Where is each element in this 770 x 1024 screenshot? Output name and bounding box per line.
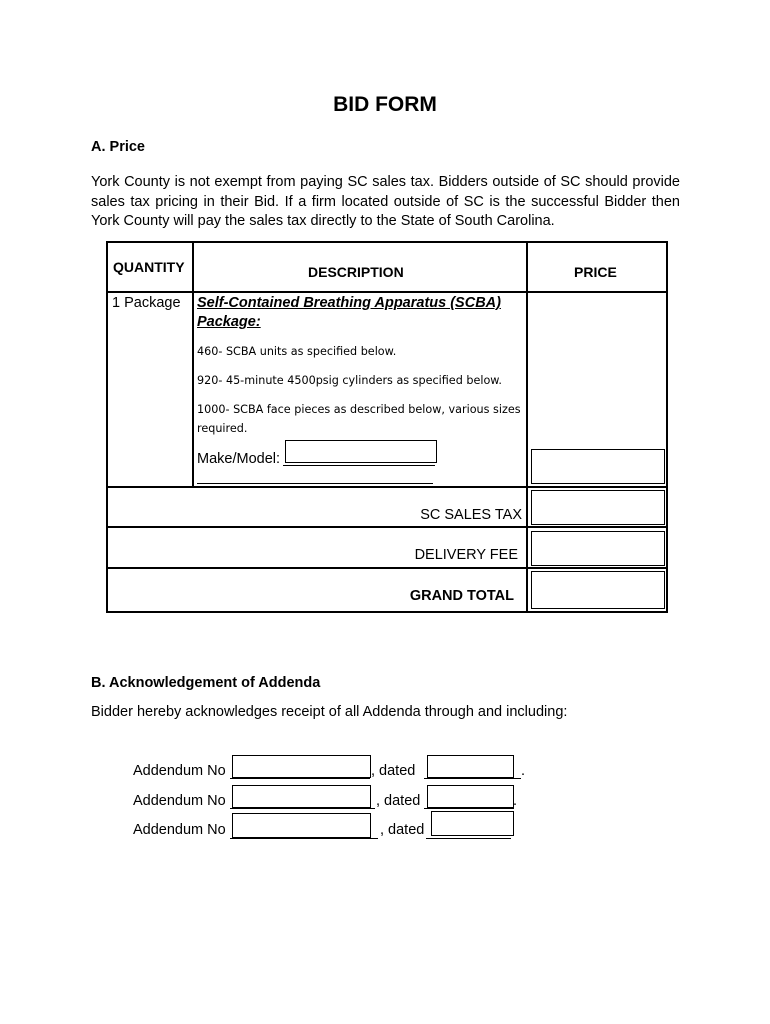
page-title: BID FORM: [333, 93, 437, 116]
addendum-date-input-1[interactable]: [427, 755, 514, 778]
section-b-intro: Bidder hereby acknowledges receipt of all Addenda through and including:: [91, 704, 568, 720]
addendum-number-input-1[interactable]: [232, 755, 371, 778]
addendum-end-1: .: [521, 763, 526, 779]
price-table: [106, 241, 668, 613]
make-model-input[interactable]: [285, 440, 437, 463]
addendum-date-underline-3: [426, 838, 511, 839]
table-row-divider-1: [108, 486, 666, 488]
addendum-dated-label-2: , dated: [376, 793, 421, 809]
table-divider-quantity: [192, 243, 194, 486]
sales-tax-label: SC SALES TAX: [420, 507, 522, 523]
delivery-fee-input[interactable]: [531, 531, 665, 566]
addendum-end-2: .: [513, 793, 518, 809]
table-divider-price: [526, 243, 528, 611]
table-row-divider-2: [108, 526, 666, 528]
description-bottom-rule: [197, 483, 433, 484]
addendum-date-underline-2: [424, 808, 514, 809]
addendum-number-underline-3: [230, 838, 378, 839]
header-description: DESCRIPTION: [308, 264, 404, 280]
grand-total-label: GRAND TOTAL: [409, 588, 514, 604]
grand-total-input[interactable]: [531, 571, 665, 609]
addendum-date-input-2[interactable]: [427, 785, 514, 808]
addendum-dated-label-3: , dated: [380, 822, 425, 838]
addendum-label-1: Addendum No: [133, 763, 226, 779]
row-item-cylinders: 920- 45-minute 4500psig cylinders as specified below.: [197, 374, 502, 387]
row-description-title-1: Self-Contained Breathing Apparatus (SCBA): [197, 295, 501, 311]
header-quantity: QUANTITY: [113, 259, 185, 275]
header-price: PRICE: [574, 264, 617, 280]
row-item-face-pieces-2: required.: [197, 422, 248, 435]
row-item-scba-units: 460- SCBA units as specified below.: [197, 345, 397, 358]
section-a-heading: A. Price: [91, 139, 145, 155]
table-header-divider: [108, 291, 666, 293]
sales-tax-input[interactable]: [531, 490, 665, 525]
delivery-fee-label: DELIVERY FEE: [414, 547, 518, 563]
row-description-title-2: Package:: [197, 314, 261, 330]
section-b-heading: B. Acknowledgement of Addenda: [91, 675, 321, 691]
section-a-paragraph: York County is not exempt from paying SC sales tax. Bidders outside of SC should provide sales tax pricing in their Bid. If a firm located outside of SC is the successful Bidder then York County will pay the sales tax directly to the State of South Carolina.: [91, 174, 680, 229]
row-item-face-pieces-1: 1000- SCBA face pieces as described below, various sizes: [197, 403, 521, 416]
table-row-divider-3: [108, 567, 666, 569]
addendum-number-underline-1: [230, 778, 370, 779]
make-model-underline: [283, 465, 435, 466]
addendum-label-2: Addendum No: [133, 793, 226, 809]
row-quantity: 1 Package: [112, 295, 181, 311]
make-model-label: Make/Model:: [197, 451, 281, 467]
addendum-number-input-2[interactable]: [232, 785, 371, 808]
addendum-date-underline-1: [424, 778, 521, 779]
price-input[interactable]: [531, 449, 665, 484]
addendum-date-input-3[interactable]: [431, 811, 514, 836]
addendum-number-underline-2: [230, 808, 375, 809]
addendum-label-3: Addendum No: [133, 822, 226, 838]
addendum-number-input-3[interactable]: [232, 813, 371, 838]
addendum-dated-label-1: , dated: [371, 763, 416, 779]
